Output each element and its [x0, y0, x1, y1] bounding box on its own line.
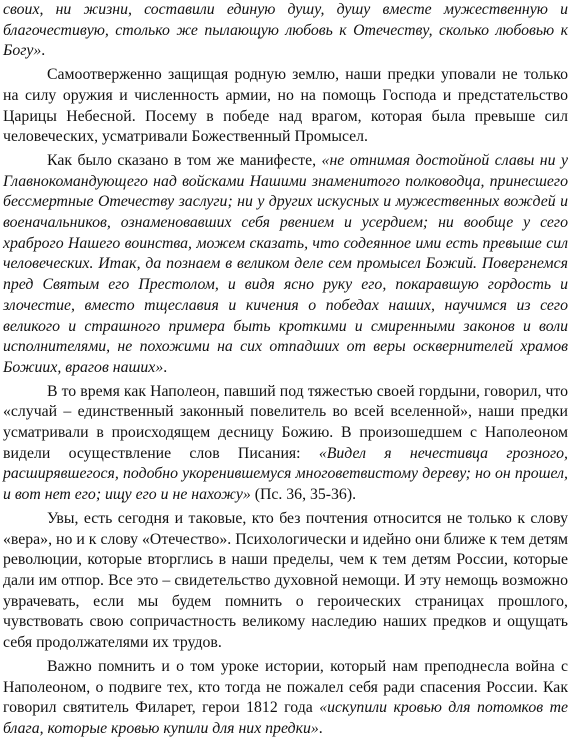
quote-text: своих, ни жизни, составили единую душу, душу вместе мужественную и благочестивую, столько же пылающую любовь к Отечеству, сколько любовью к Богу»: [3, 1, 568, 60]
text-run: .: [41, 42, 46, 60]
text-run: Самоотверженно защищая родную землю, наши предки уповали не только на силу оружия и численность армии, но на помощь Господа и предстательство Царицы Небесной. Посему в победе над врагом, которая была превыше сил человеческих, усматривали Божественный Промысел.: [3, 66, 568, 146]
quote-text: «искупили кровью для потомков те блага, которые кровью купили для них предки»: [3, 699, 568, 737]
paragraph-0: [3, 0, 568, 62]
paragraph-4: [3, 509, 568, 654]
text-run: (Пс. 36, 35-36).: [250, 486, 357, 504]
text-run: Важно помнить и о том уроке истории, который нам преподнесла война с Наполеоном, о подвиге тех, кто тогда не пожалел себя ради спасения России. Как говорил святитель Филарет, герои 1812 года: [3, 657, 568, 717]
text-run: .: [163, 358, 168, 376]
paragraph-2: [3, 151, 568, 379]
text-run: Как было сказано в том же манифесте,: [47, 151, 322, 169]
quote-text: «Видел я нечестивца грозного, расширявшегося, подобно укоренившемуся многоветвистому дереву; но он прошел, и вот нет его; ищу его и не нахожу»: [3, 444, 568, 504]
paragraph-5: [3, 657, 568, 740]
paragraph-1: [3, 65, 568, 148]
paragraph-3: [3, 382, 568, 506]
text-run: .: [318, 719, 323, 737]
text-run: В то время как Наполеон, павший под тяжестью своей гордыни, говорил, что «случай – единственный законный повелитель во всей вселенной», наши предки усматривали в происходящем десницу Божию. В произошедшем с Наполеоном видели осуществление слов Писания:: [3, 382, 568, 462]
quote-text: «не отнимая достойной славы ни у Главнокомандующего над войсками Нашими знаменитого полководца, принесшего бессмертные Отечеству заслуги; ни у других искусных и мужественных вождей и военачальников, ознаменовавших себя рвением и усердием; ни вообще у сего храброго Нашего воинства, можем сказать, что содеянное ими есть превыше сил человеческих. Итак, да познаем в великом деле сем промысел Божий. Повергнемся пред Святым его Престолом, и видя ясно руку его, покаравшую гордость и злочестие, вместо тщеславия и кичения о победах наших, научимся из сего великого и страшного примера быть кроткими и смиренными законов и воли исполнителями, не похожими на сих отпадших от веры осквернителей храмов Божиих, врагов наших»: [3, 151, 569, 376]
text-run: Увы, есть сегодня и таковые, кто без почтения относится не только к слову «вера», но и к слову «Отечество». Психологически и идейно они ближе к тем детям революции, которые вторглись в наши пределы, чем к тем детям России, которые дали им отпор. Все это – свидетельство духовной немощи. И эту немощь возможно уврачевать, если мы будем помнить о героических страницах прошлого, чувствовать свою сопричастность великому наследию наших предков и ощущать себя продолжателями их трудов.: [3, 509, 568, 652]
